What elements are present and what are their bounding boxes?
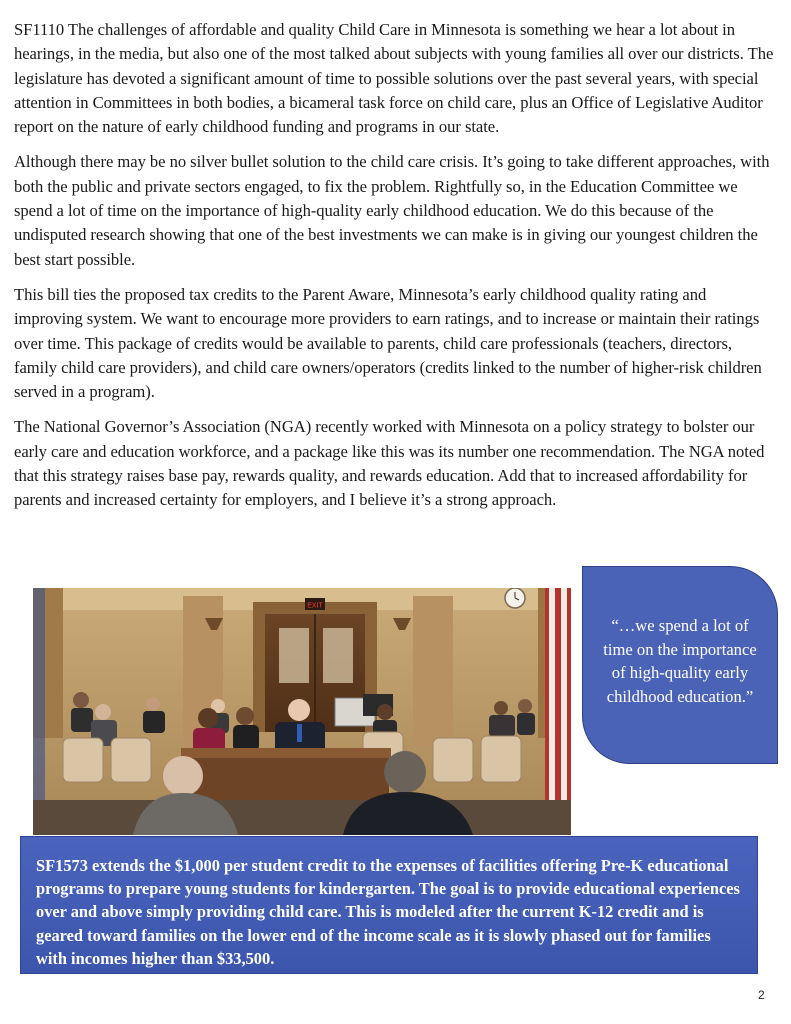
pull-quote-text: “…we spend a lot of time on the importance of high-quality early childhood education.” xyxy=(603,616,757,706)
sf1573-highlight-text: SF1573 extends the $1,000 per student credit to the expenses of facilities offering Pre-K educational programs to prepare young students for kindergarten. The goal is to provide educational experiences over and above simply providing child care. This is modeled after the current K-12 credit and is geared toward families on the lower end of the income scale as it is slowly phased out for families with incomes higher than $33,500. xyxy=(36,856,740,968)
pull-quote-callout xyxy=(582,566,778,764)
body-text xyxy=(14,18,776,524)
sf1573-highlight-box xyxy=(20,836,758,974)
paragraph-3: This bill ties the proposed tax credits to the Parent Aware, Minnesota’s early childhood quality rating and improving system. We want to encourage more providers to earn ratings, and to increase or maintain their ratings over time. This package of credits would be available to parents, child care professionals (teachers, directors, family child care providers), and child care owners/operators (credits linked to the number of higher-risk children served in a program). xyxy=(14,284,762,402)
committee-hearing-photo xyxy=(33,588,571,835)
page-number: 2 xyxy=(758,988,765,1002)
paragraph-2: Although there may be no silver bullet solution to the child care crisis. It’s going to take different approaches, with both the public and private sectors engaged, to fix the problem. Rightfully so, in the Education Committee we spend a lot of time on the importance of high-quality early childhood education. We do this because of the undisputed research showing that one of the best investments we can make is in giving our youngest children the best start possible. xyxy=(14,152,770,269)
paragraph-4: The National Governor’s Association (NGA) recently worked with Minnesota on a policy strategy to bolster our early care and education workforce, and a package like this was its number one recommendation. The NGA noted that this strategy raises base pay, rewards quality, and rewards education. Add that to increased affordability for parents and increased certainty for employers, and I believe it’s a strong approach. xyxy=(14,417,765,510)
exit-sign: EXIT xyxy=(307,602,323,610)
paragraph-1: SF1110 The challenges of affordable and quality Child Care in Minnesota is something we hear a lot about in hearings, in the media, but also one of the most talked about subjects with young families all over our districts. The legislature has devoted a significant amount of time to possible solutions over the past several years, with special attention in Committees in both bodies, a bicameral task force on child care, plus an Office of Legislative Auditor report on the nature of early childhood funding and programs in our state. xyxy=(14,20,774,137)
